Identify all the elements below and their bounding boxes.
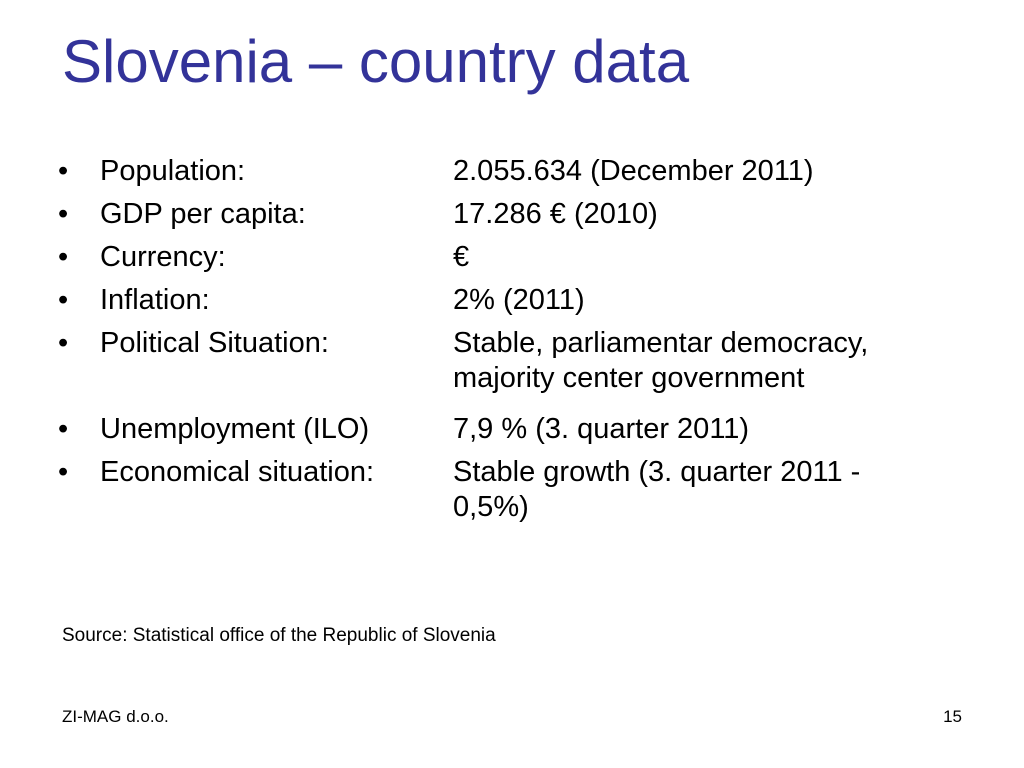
source-note: Source: Statistical office of the Republic of Slovenia (62, 625, 496, 646)
bullet-icon: • (58, 198, 69, 230)
bullet-icon: • (58, 155, 69, 187)
bullet-label-population: Population: (100, 155, 246, 187)
slide-title: Slovenia – country data (62, 28, 690, 95)
value-line: Stable growth (3. quarter 2011 - (453, 456, 861, 488)
bullet-item-political-situation (0, 322, 1024, 408)
bullet-label-gdp: GDP per capita: (100, 198, 306, 230)
bullet-value-gdp (453, 193, 658, 236)
bullet-value-inflation (453, 279, 585, 322)
bullet-icon: • (58, 327, 69, 359)
bullet-label-economical-situation: Economical situation: (100, 456, 375, 488)
bullet-icon: • (58, 413, 69, 445)
footer-page-number: 15 (943, 707, 962, 726)
bullet-label-inflation: Inflation: (100, 284, 210, 316)
value-line: 2.055.634 (December 2011) (453, 155, 814, 187)
bullet-label-political-situation: Political Situation: (100, 327, 329, 359)
bullet-item-unemployment (0, 408, 1024, 451)
bullet-value-unemployment (453, 408, 749, 451)
value-line: € (453, 241, 470, 273)
value-line: 0,5%) (453, 491, 529, 523)
bullet-item-gdp (0, 193, 1024, 236)
bullet-value-population (453, 150, 814, 193)
bullet-value-currency (453, 236, 469, 279)
value-line: Stable, parliamentar democracy, (453, 327, 869, 359)
bullet-item-economical-situation (0, 451, 1024, 537)
bullet-label-unemployment: Unemployment (ILO) (100, 413, 370, 445)
value-line: 7,9 % (3. quarter 2011) (453, 413, 750, 445)
bullet-icon: • (58, 241, 69, 273)
bullet-value-political-situation (453, 322, 868, 400)
bullet-item-currency (0, 236, 1024, 279)
value-line: 17.286 € (2010) (453, 198, 658, 230)
bullet-icon: • (58, 456, 69, 488)
footer-company-name: ZI-MAG d.o.o. (62, 707, 169, 726)
country-data-list (0, 150, 1024, 537)
bullet-item-population (0, 150, 1024, 193)
value-line: 2% (2011) (453, 284, 585, 316)
value-line: majority center government (453, 362, 805, 394)
bullet-value-economical-situation (453, 451, 860, 529)
bullet-icon: • (58, 284, 69, 316)
bullet-label-currency: Currency: (100, 241, 226, 273)
bullet-item-inflation (0, 279, 1024, 322)
